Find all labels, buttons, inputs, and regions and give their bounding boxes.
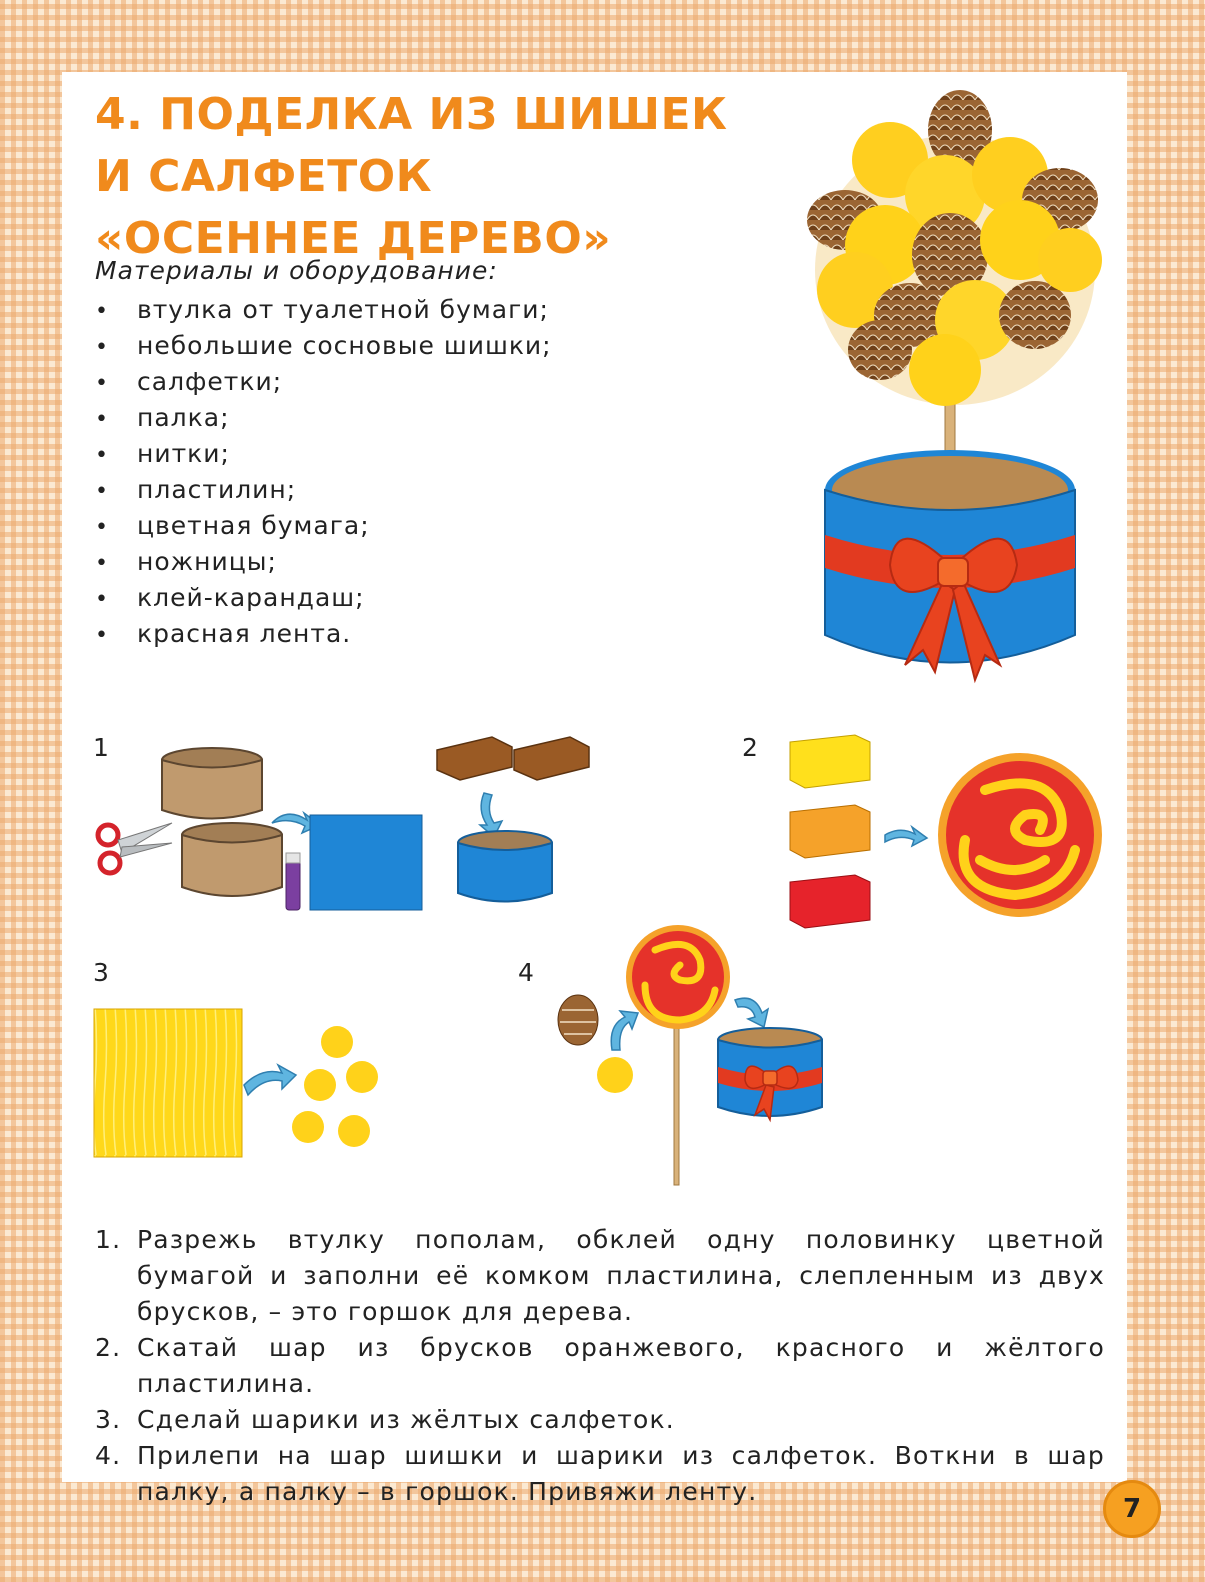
list-item [95,1330,1105,1402]
material-text: клей-карандаш; [137,583,365,612]
step-number: 3. [95,1405,122,1434]
material-text: ножницы; [137,547,277,576]
step-label-1: 1 [93,733,109,762]
arrow-icon [885,827,927,846]
list-item [95,436,552,472]
step-label-3: 3 [93,958,109,987]
list-item [95,292,552,328]
step-number: 4. [95,1441,122,1470]
arrow-icon [244,1065,296,1095]
bullet: • [95,479,109,504]
bullet: • [95,371,109,396]
title-line-2: И САЛФЕТОК [95,151,433,202]
bullet: • [95,335,109,360]
step-text: Прилепи на шар шишки и шарики из салфеток. Воткни в шар палку, а палку – в горшок. Привяжи ленту. [137,1441,1105,1506]
title-line-1: 4. ПОДЕЛКА ИЗ ШИШЕК [95,89,728,140]
autumn-tree-illustration [795,90,1115,690]
bullet: • [95,443,109,468]
step-text: Сделай шарики из жёлтых салфеток. [137,1405,675,1434]
step-1-illustration [92,725,602,915]
material-text: втулка от туалетной бумаги; [137,295,549,324]
page-number-badge: 7 [1103,1480,1161,1538]
list-item [95,400,552,436]
bullet: • [95,299,109,324]
materials-heading: Материалы и оборудование: [95,256,498,285]
step-label-4: 4 [518,958,534,987]
arrow-icon [611,1011,638,1050]
scissors-icon [98,823,172,873]
list-item [95,472,552,508]
list-item [95,1402,1105,1438]
bullet: • [95,587,109,612]
step-4-illustration [550,925,840,1195]
step-3-illustration [92,1005,392,1160]
step-number: 2. [95,1333,122,1362]
material-text: нитки; [137,439,230,468]
step-number: 1. [95,1225,122,1254]
material-text: пластилин; [137,475,297,504]
step-2-illustration [785,730,1105,940]
material-text: красная лента. [137,619,352,648]
list-item [95,1438,1105,1510]
list-item [95,508,552,544]
list-item [95,544,552,580]
material-text: цветная бумага; [137,511,370,540]
list-item [95,1222,1105,1330]
list-item [95,616,552,652]
material-text: салфетки; [137,367,283,396]
arrow-icon [735,998,768,1027]
material-text: небольшие сосновые шишки; [137,331,552,360]
materials-list [95,292,552,652]
material-text: палка; [137,403,230,432]
title-line-3: «ОСЕННЕЕ ДЕРЕВО» [95,213,612,264]
list-item [95,328,552,364]
list-item [95,580,552,616]
list-item [95,364,552,400]
step-text: Скатай шар из брусков оранжевого, красного и жёлтого пластилина. [137,1333,1105,1398]
step-text: Разрежь втулку пополам, обклей одну половинку цветной бумагой и заполни её комком пластилина, слепленным из двух брусков, – это горшок для дерева. [137,1225,1105,1326]
page-title [95,84,727,270]
bullet: • [95,623,109,648]
bullet: • [95,407,109,432]
bullet: • [95,551,109,576]
instructions-list [95,1222,1105,1510]
bullet: • [95,515,109,540]
step-label-2: 2 [742,733,758,762]
